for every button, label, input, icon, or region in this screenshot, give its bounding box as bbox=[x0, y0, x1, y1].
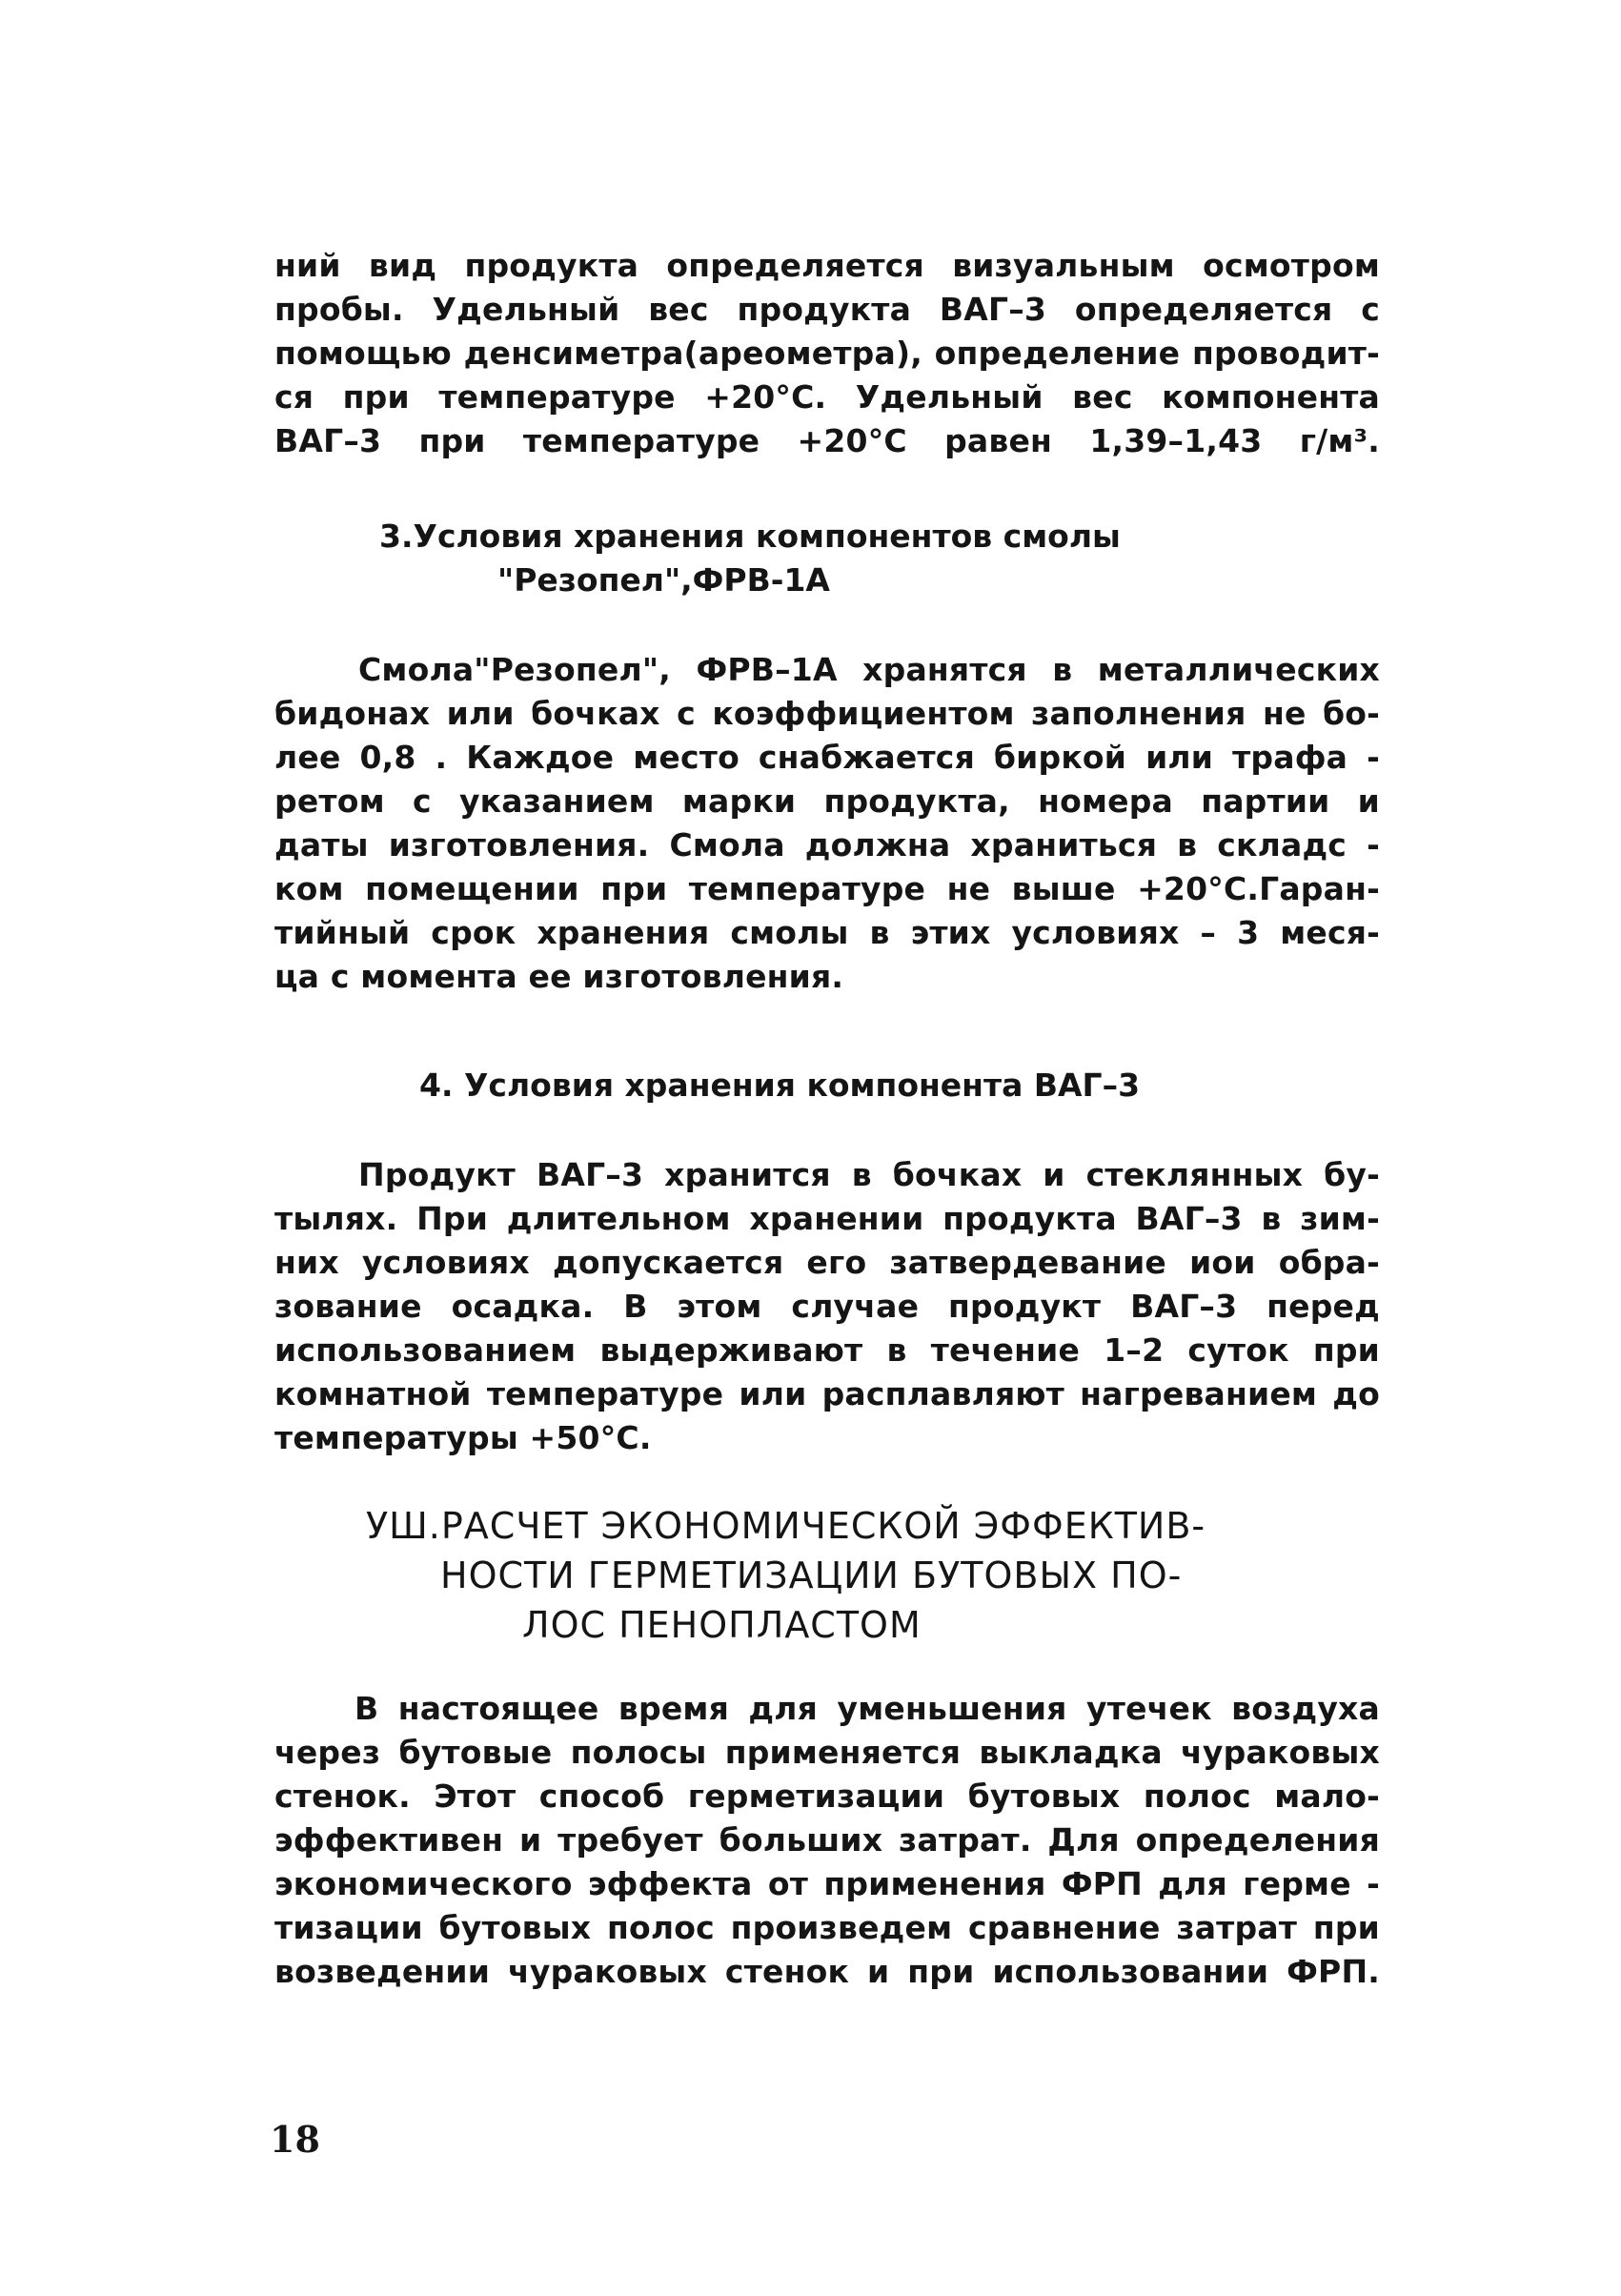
section8-title-line-1: УШ.РАСЧЕТ ЭКОНОМИЧЕСКОЙ ЭФФЕКТИВ- bbox=[366, 1505, 1206, 1547]
paragraph2-line-7: тийный срок хранения смолы в этих условиях – 3 меся- bbox=[274, 914, 1380, 951]
section8-title-line-3: ЛОС ПЕНОПЛАСТОМ bbox=[522, 1604, 922, 1646]
paragraph2-line-5: даты изготовления. Смола должна храниться в складс - bbox=[274, 826, 1380, 864]
paragraph3-line-3: них условиях допускается его затвердевание иои обра- bbox=[274, 1244, 1380, 1281]
section4-heading: 4. Условия хранения компонента ВАГ–3 bbox=[419, 1067, 1141, 1104]
paragraph3-line-1: Продукт ВАГ–3 хранится в бочках и стеклянных бу- bbox=[358, 1156, 1380, 1193]
paragraph1-line-2: пробы. Удельный вес продукта ВАГ–3 определяется с bbox=[274, 291, 1380, 328]
paragraph4-line-6: тизации бутовых полос произведем сравнение затрат при bbox=[274, 1909, 1380, 1946]
paragraph2-line-2: бидонах или бочках с коэффициентом заполнения не бо- bbox=[274, 695, 1380, 732]
paragraph3-line-7: температуры +50°С. bbox=[274, 1419, 652, 1456]
section8-title-line-2: НОСТИ ГЕРМЕТИЗАЦИИ БУТОВЫХ ПО- bbox=[440, 1554, 1183, 1596]
paragraph3-line-5: использованием выдерживают в течение 1–2 суток при bbox=[274, 1331, 1380, 1369]
paragraph1-line-1: ний вид продукта определяется визуальным осмотром bbox=[274, 247, 1380, 284]
paragraph2-line-4: ретом с указанием марки продукта, номера партии и bbox=[274, 782, 1380, 820]
paragraph2-line-6: ком помещении при температуре не выше +20°С.Гаран- bbox=[274, 870, 1380, 907]
page-number: 18 bbox=[270, 2118, 320, 2161]
paragraph3-line-2: тылях. При длительном хранении продукта ВАГ–3 в зим- bbox=[274, 1200, 1380, 1237]
paragraph2-line-3: лее 0,8 . Каждое место снабжается биркой или трафа - bbox=[274, 739, 1380, 776]
section3-heading-line-1: 3.Условия хранения компонентов смолы bbox=[379, 518, 1121, 555]
section3-heading-line-2: "Резопел",ФРВ-1А bbox=[497, 561, 830, 599]
paragraph3-line-6: комнатной температуре или расплавляют нагреванием до bbox=[274, 1375, 1380, 1412]
paragraph4-line-7: возведении чураковых стенок и при использовании ФРП. bbox=[274, 1953, 1380, 1990]
paragraph1-line-5: ВАГ–3 при температуре +20°С равен 1,39–1,43 г/м³. bbox=[274, 422, 1380, 459]
paragraph4-line-1: В настоящее время для уменьшения утечек воздуха bbox=[355, 1690, 1380, 1727]
paragraph1-line-3: помощью денсиметра(ареометра), определение проводит- bbox=[274, 335, 1380, 372]
paragraph3-line-4: зование осадка. В этом случае продукт ВАГ–3 перед bbox=[274, 1288, 1380, 1325]
paragraph1-line-4: ся при температуре +20°С. Удельный вес компонента bbox=[274, 378, 1380, 416]
paragraph4-line-2: через бутовые полосы применяется выкладка чураковых bbox=[274, 1734, 1380, 1771]
paragraph4-line-5: экономического эффекта от применения ФРП для герме - bbox=[274, 1865, 1380, 1902]
paragraph2-line-8: ца с момента ее изготовления. bbox=[274, 958, 844, 995]
paragraph4-line-4: эффективен и требует больших затрат. Для определения bbox=[274, 1821, 1380, 1859]
paragraph2-line-1: Смола"Резопел", ФРВ–1А хранятся в металлических bbox=[358, 651, 1380, 688]
paragraph4-line-3: стенок. Этот способ герметизации бутовых полос мало- bbox=[274, 1778, 1380, 1815]
